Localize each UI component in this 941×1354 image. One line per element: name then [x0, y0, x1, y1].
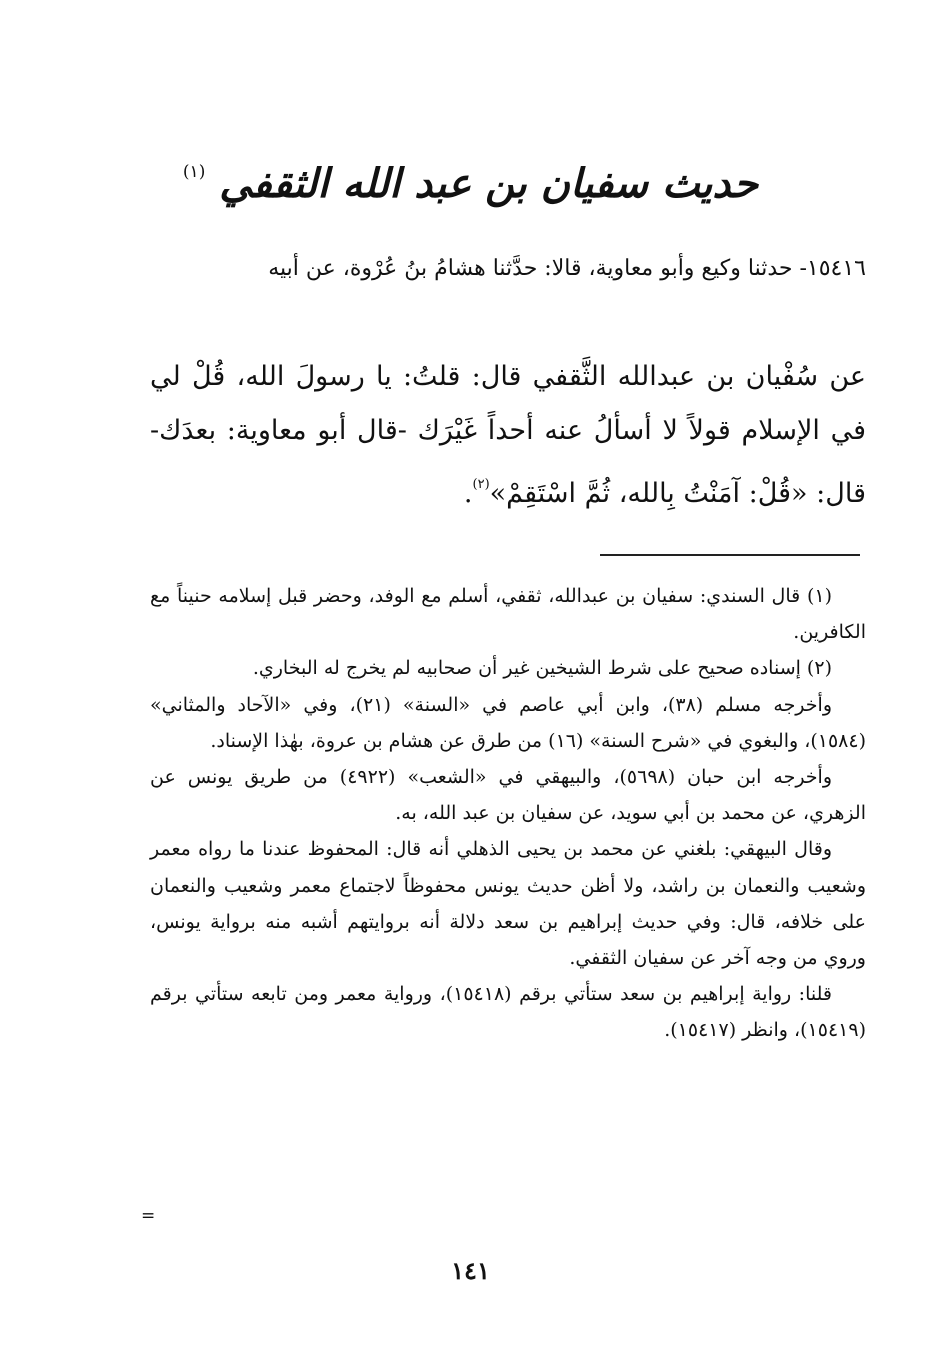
- footnote-1: (١) قال السندي: سفيان بن عبدالله، ثقفي، أسلم مع الوفد، وحضر قبل إسلامه حنيناً مع الكافرين.: [150, 585, 866, 644]
- hadith-isnad: ١٥٤١٦- حدثنا وكيع وأبو معاوية، قالا: حدَّثنا هشامُ بنُ عُرْوة، عن أبيه: [268, 256, 866, 281]
- footnote-paragraph: وقال البيهقي: بلغني عن محمد بن يحيى الذهلي أنه قال: المحفوظ عندنا ما رواه معمر وشعيب والنعمان بن راشد، ولا أظن حديث يونس محفوظاً لاجتماع معمر وشعيب والنعمان على خلافه، قال: وفي حديث إبراهيم بن سعد دلالة أنه بروايتهم أشبه منه برواية يونس، وروي من وجه آخر عن سفيان الثقفي.: [150, 838, 866, 970]
- footnotes: [150, 578, 866, 1049]
- hadith-matn: [150, 350, 866, 521]
- footnote-paragraph: وأخرجه مسلم (٣٨)، وابن أبي عاصم في «السنة» (٢١)، وفي «الآحاد والمثاني» (١٥٨٤)، والبغوي في «شرح السنة» (١٦) من طرق عن هشام بن عروة، بهٰذا الإسناد.: [150, 693, 866, 752]
- page-number: ١٤١: [451, 1256, 490, 1285]
- continuation-mark: =: [141, 1206, 156, 1226]
- footnote-paragraph: قلنا: رواية إبراهيم بن سعد ستأتي برقم (١٥٤١٨)، ورواية معمر ومن تابعه ستأتي برقم (١٥٤١٩)، وانظر (١٥٤١٧).: [150, 983, 866, 1042]
- footnote-divider: [600, 554, 860, 556]
- footnote-paragraph: وأخرجه ابن حبان (٥٦٩٨)، والبيهقي في «الشعب» (٤٩٢٢) من طريق يونس عن الزهري، عن محمد بن أبي سويد، عن سفيان بن عبد الله، به.: [150, 766, 866, 825]
- hadith-footnote-ref: (٢): [472, 477, 490, 492]
- chapter-title-text: حديث سفيان بن عبد الله الثقفي: [219, 160, 759, 207]
- footnote-2: (٢) إسناده صحيح على شرط الشيخين غير أن صحابيه لم يخرج له البخاري.: [252, 657, 832, 680]
- chapter-title: [0, 160, 941, 207]
- hadith-end: .: [463, 478, 473, 509]
- title-footnote-ref: (١): [182, 162, 206, 182]
- hadith-matn-text: عن سُفْيان بن عبدالله الثَّقفي قال: قلتُ: يا رسولَ الله، قُلْ لي في الإسلام قولاً لا أسألُ عنه أحداً غَيْرَك -قال أبو معاوية: بعدَك- قال: «قُلْ: آمَنْتُ بِالله، ثُمَّ اسْتَقِمْ»: [150, 361, 866, 509]
